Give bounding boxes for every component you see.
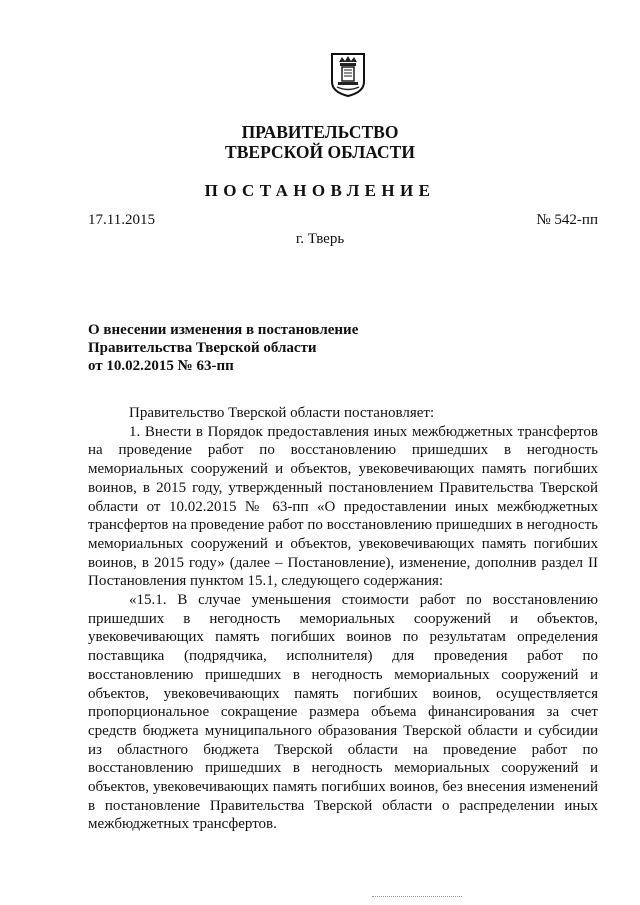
document-type-title: ПОСТАНОВЛЕНИЕ [204, 181, 436, 200]
document-city: г. Тверь [295, 231, 345, 247]
document-number: № 542-пп [536, 212, 598, 228]
document-subject [88, 321, 358, 375]
footer-divider [372, 896, 462, 897]
body-paragraph-clause-15-1: «15.1. В случае уменьшения стоимости работ по восстановлению пришедших в негодность мемориальных сооружений и объектов, увековечивающих память погибших воинов по результатам определения поставщика (подрядчика, исполнителя) для проведения работ по восстановлению пришедших в негодность мемориальных сооружений и объектов, увековечивающих память погибших воинов, осуществляется пропорциональное сокращение размера объема финансирования за счет средств бюджета муниципального образования Тверской области и субсидии из областного бюджета Тверской области на проведение работ по восстановлению пришедших в негодность мемориальных сооружений и объектов, увековечивающих память погибших воинов, без внесения изменений в постановление Правительства Тверской области о распределении иных межбюджетных трансфертов. [88, 592, 598, 833]
coat-of-arms-icon [330, 52, 366, 98]
body-paragraph-item1: 1. Внести в Порядок предоставления иных межбюджетных трансфертов на проведение работ по восстановлению пришедших в негодность мемориальных сооружений и объектов, увековечивающих память погибших воинов, в 2015 году, утвержденный постановлением Правительства Тверской области от 10.02.2015 № 63-пп «О предоставлении иных межбюджетных трансфертов на проведение работ по восстановлению пришедших в негодность мемориальных сооружений и объектов, увековечивающих память погибших воинов, в 2015 году» (далее – Постановление), изменение, дополнив раздел II Постановления пунктом 15.1, следующего содержания: [88, 423, 598, 590]
government-name [0, 122, 640, 162]
government-name-line2: ТВЕРСКОЙ ОБЛАСТИ [225, 142, 415, 162]
body-paragraph-intro: Правительство Тверской области постановляет: [129, 405, 435, 421]
subject-line2: Правительства Тверской области [88, 340, 317, 356]
document-date: 17.11.2015 [88, 212, 155, 228]
document-body [88, 404, 598, 834]
subject-line3: от 10.02.2015 № 63-пп [88, 358, 234, 374]
subject-line1: О внесении изменения в постановление [88, 322, 359, 338]
government-name-line1: ПРАВИТЕЛЬСТВО [241, 122, 399, 142]
